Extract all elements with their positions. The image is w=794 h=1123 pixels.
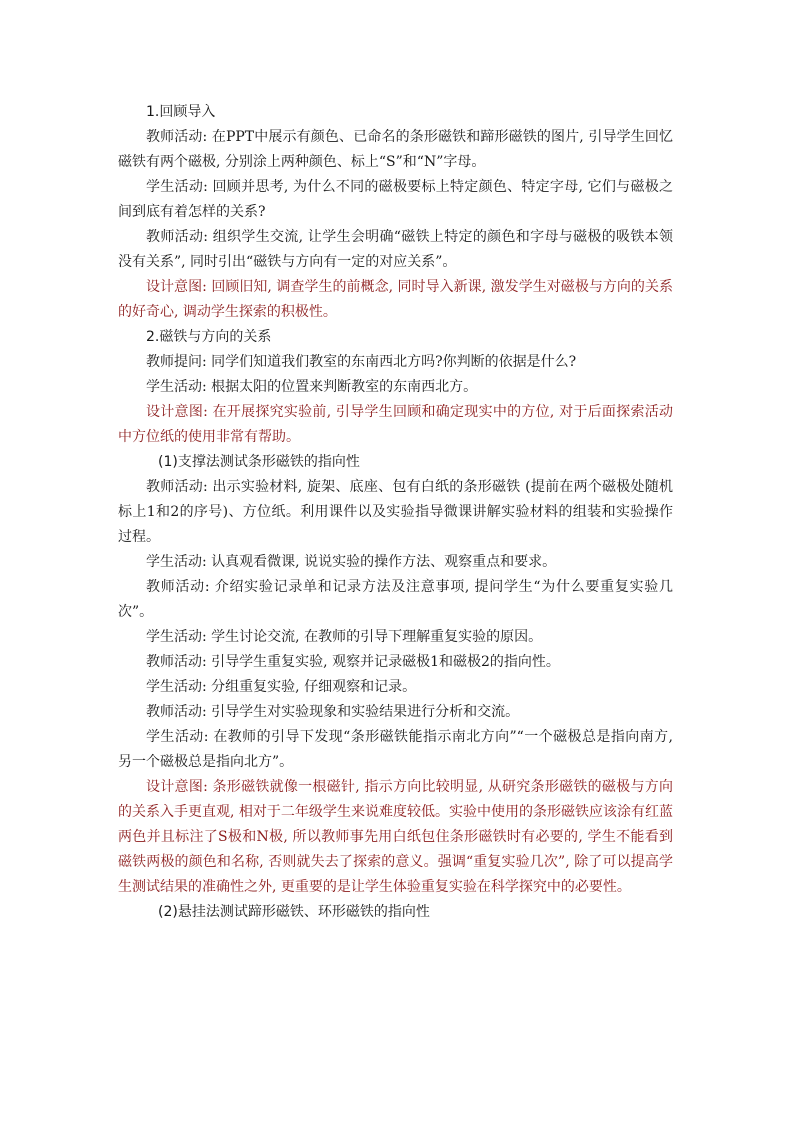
body-paragraph: 学生活动: 分组重复实验, 仔细观察和记录。 xyxy=(146,679,417,695)
section-heading: 1.回顾导入 xyxy=(146,104,216,120)
subsection-heading: (2)悬挂法测试蹄形磁铁、环形磁铁的指向性 xyxy=(158,904,430,920)
body-paragraph: 教师活动: 介绍实验记录单和记录方法及注意事项, 提问学生“为什么要重复实验几次”。 xyxy=(118,579,673,620)
subsection-heading: (1)支撑法测试条形磁铁的指向性 xyxy=(158,454,360,470)
design-intent-paragraph: 设计意图: 条形磁铁就像一根磁针, 指示方向比较明显, 从研究条形磁铁的磁极与方向的关系入手更直观, 相对于二年级学生来说难度较低。实验中使用的条形磁铁应该涂有红蓝两色并且标注了S极和N极, 所以教师事先用白纸包住条形磁铁时有必要的, 学生不能看到磁铁两极的颜色和名称, 否则就失去了探索的意义。强调“重复实验几次”, 除了可以提高学生测试结果的准确性之外, 更重要的是让学生体验重复实验在科学探究中的必要性。 xyxy=(118,779,673,895)
body-paragraph: 学生活动: 认真观看微课, 说说实验的操作方法、观察重点和要求。 xyxy=(146,554,557,570)
document-content xyxy=(118,100,673,925)
body-paragraph: 教师活动: 出示实验材料, 旋架、底座、包有白纸的条形磁铁 (提前在两个磁极处随机标上1和2的序号)、方位纸。利用课件以及实验指导微课讲解实验材料的组装和实验操作过程。 xyxy=(118,479,673,545)
design-intent-paragraph: 设计意图: 回顾旧知, 调查学生的前概念, 同时导入新课, 激发学生对磁极与方向的关系的好奇心, 调动学生探索的积极性。 xyxy=(118,279,673,320)
body-paragraph: 学生活动: 在教师的引导下发现“条形磁铁能指示南北方向”“一个磁极总是指向南方, 另一个磁极总是指向北方”。 xyxy=(118,729,673,770)
body-paragraph: 学生活动: 学生讨论交流, 在教师的引导下理解重复实验的原因。 xyxy=(146,629,543,645)
body-paragraph: 教师活动: 组织学生交流, 让学生会明确“磁铁上特定的颜色和字母与磁极的吸铁本领没有关系”, 同时引出“磁铁与方向有一定的对应关系”。 xyxy=(118,229,673,270)
section-heading: 2.磁铁与方向的关系 xyxy=(146,329,272,345)
body-paragraph: 教师活动: 在PPT中展示有颜色、已命名的条形磁铁和蹄形磁铁的图片, 引导学生回忆磁铁有两个磁极, 分别涂上两种颜色、标上“S”和“N”字母。 xyxy=(118,129,673,170)
body-paragraph: 学生活动: 根据太阳的位置来判断教室的东南西北方。 xyxy=(146,379,478,395)
design-intent-paragraph: 设计意图: 在开展探究实验前, 引导学生回顾和确定现实中的方位, 对于后面探索活动中方位纸的使用非常有帮助。 xyxy=(118,404,673,445)
body-paragraph: 教师活动: 引导学生重复实验, 观察并记录磁极1和磁极2的指向性。 xyxy=(146,654,560,670)
body-paragraph: 教师活动: 引导学生对实验现象和实验结果进行分析和交流。 xyxy=(146,704,520,720)
body-paragraph: 教师提问: 同学们知道我们教室的东南西北方吗?你判断的依据是什么? xyxy=(146,354,577,370)
body-paragraph: 学生活动: 回顾并思考, 为什么不同的磁极要标上特定颜色、特定字母, 它们与磁极之间到底有着怎样的关系? xyxy=(118,179,673,220)
